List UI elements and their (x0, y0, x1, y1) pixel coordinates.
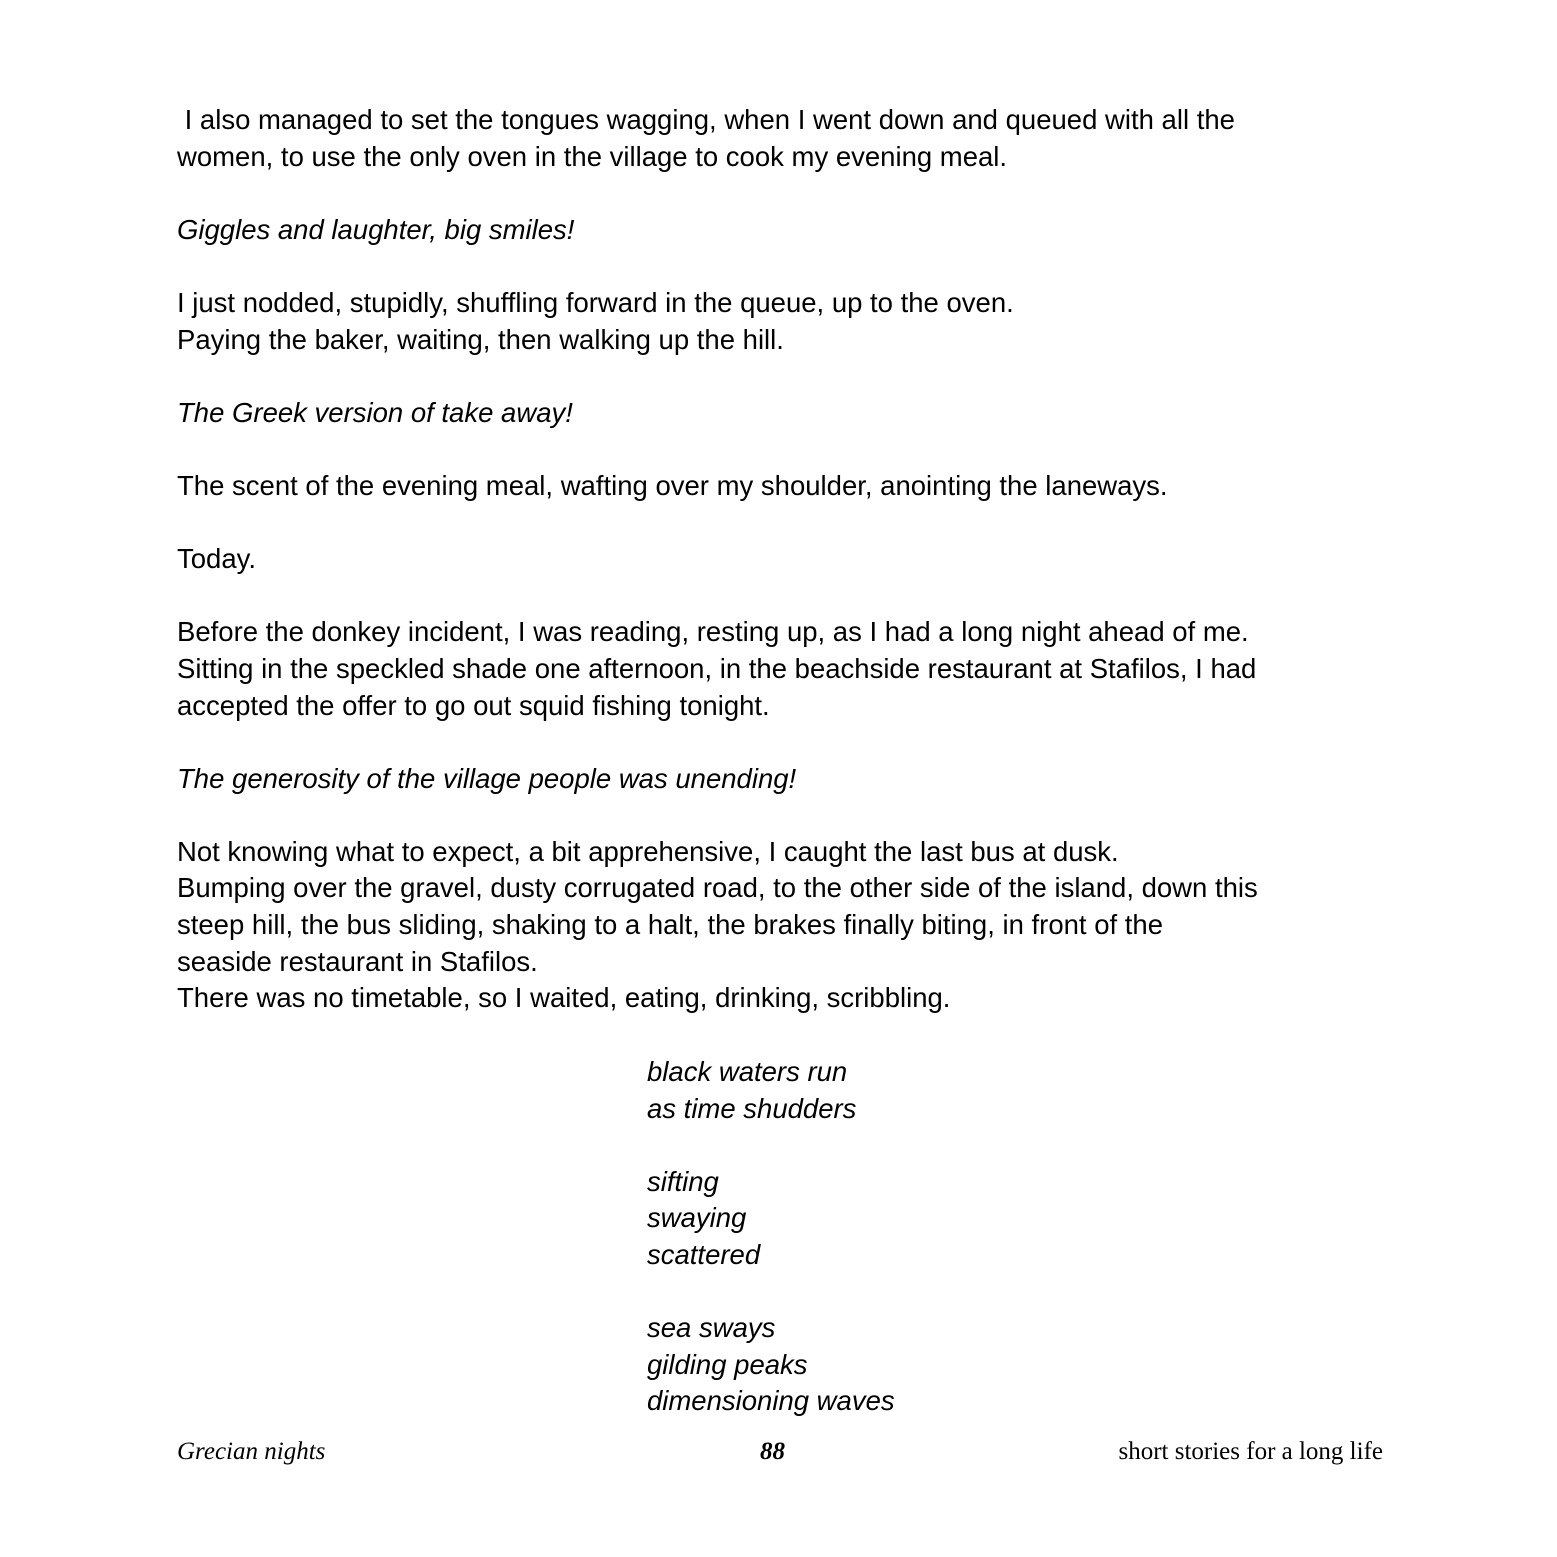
blank-line (177, 724, 1407, 761)
text-line: I also managed to set the tongues wagging, when I went down and queued with all the (177, 104, 1235, 135)
text-line: There was no timetable, so I waited, eating, drinking, scribbling. (177, 982, 951, 1014)
blank-line (177, 578, 1407, 615)
text-line: steep hill, the bus sliding, shaking to a halt, the brakes finally biting, in front of the (177, 909, 1163, 941)
poem-line: scattered (647, 1238, 761, 1270)
text-line: Paying the baker, waiting, then walking up the hill. (177, 323, 784, 355)
blank-line (647, 1127, 895, 1164)
poem-line: black waters run (647, 1056, 848, 1087)
poem-line: sea sways (647, 1312, 776, 1344)
text-line: Giggles and laughter, big smiles! (177, 213, 575, 245)
text-line: women, to use the only oven in the village to cook my evening meal. (177, 140, 1008, 172)
page-number: 88 (760, 1438, 785, 1465)
poem-line: sifting (647, 1165, 719, 1197)
text-line: accepted the offer to go out squid fishing tonight. (177, 689, 770, 721)
blank-line (177, 248, 1407, 285)
poem (647, 1054, 895, 1420)
poem-line: gilding peaks (647, 1348, 808, 1380)
poem-line: as time shudders (647, 1092, 857, 1124)
text-line: The scent of the evening meal, wafting over my shoulder, anointing the laneways. (177, 469, 1168, 501)
blank-line (177, 431, 1407, 468)
poem-line: swaying (647, 1202, 747, 1234)
page-footer (0, 1434, 1557, 1470)
text-line: Bumping over the gravel, dusty corrugated road, to the other side of the island, down this (177, 872, 1258, 904)
text-line: Today. (177, 543, 256, 575)
body-text (177, 102, 1407, 1017)
blank-line (177, 505, 1407, 542)
blank-line (647, 1274, 895, 1311)
text-line: The Greek version of take away! (177, 396, 573, 428)
footer-book-title: Grecian nights (177, 1438, 326, 1465)
poem-line: dimensioning waves (647, 1385, 895, 1417)
footer-series-title: short stories for a long life (1118, 1438, 1383, 1465)
text-line: Before the donkey incident, I was reading, resting up, as I had a long night ahead of me. (177, 616, 1249, 648)
blank-line (177, 358, 1407, 395)
text-line: Sitting in the speckled shade one afternoon, in the beachside restaurant at Stafilos, I had (177, 652, 1257, 684)
text-line: The generosity of the village people was unending! (177, 762, 797, 794)
blank-line (177, 797, 1407, 834)
text-line: Not knowing what to expect, a bit apprehensive, I caught the last bus at dusk. (177, 835, 1119, 867)
blank-line (177, 175, 1407, 212)
text-line: I just nodded, stupidly, shuffling forward in the queue, up to the oven. (177, 286, 1014, 318)
text-line: seaside restaurant in Stafilos. (177, 945, 538, 977)
